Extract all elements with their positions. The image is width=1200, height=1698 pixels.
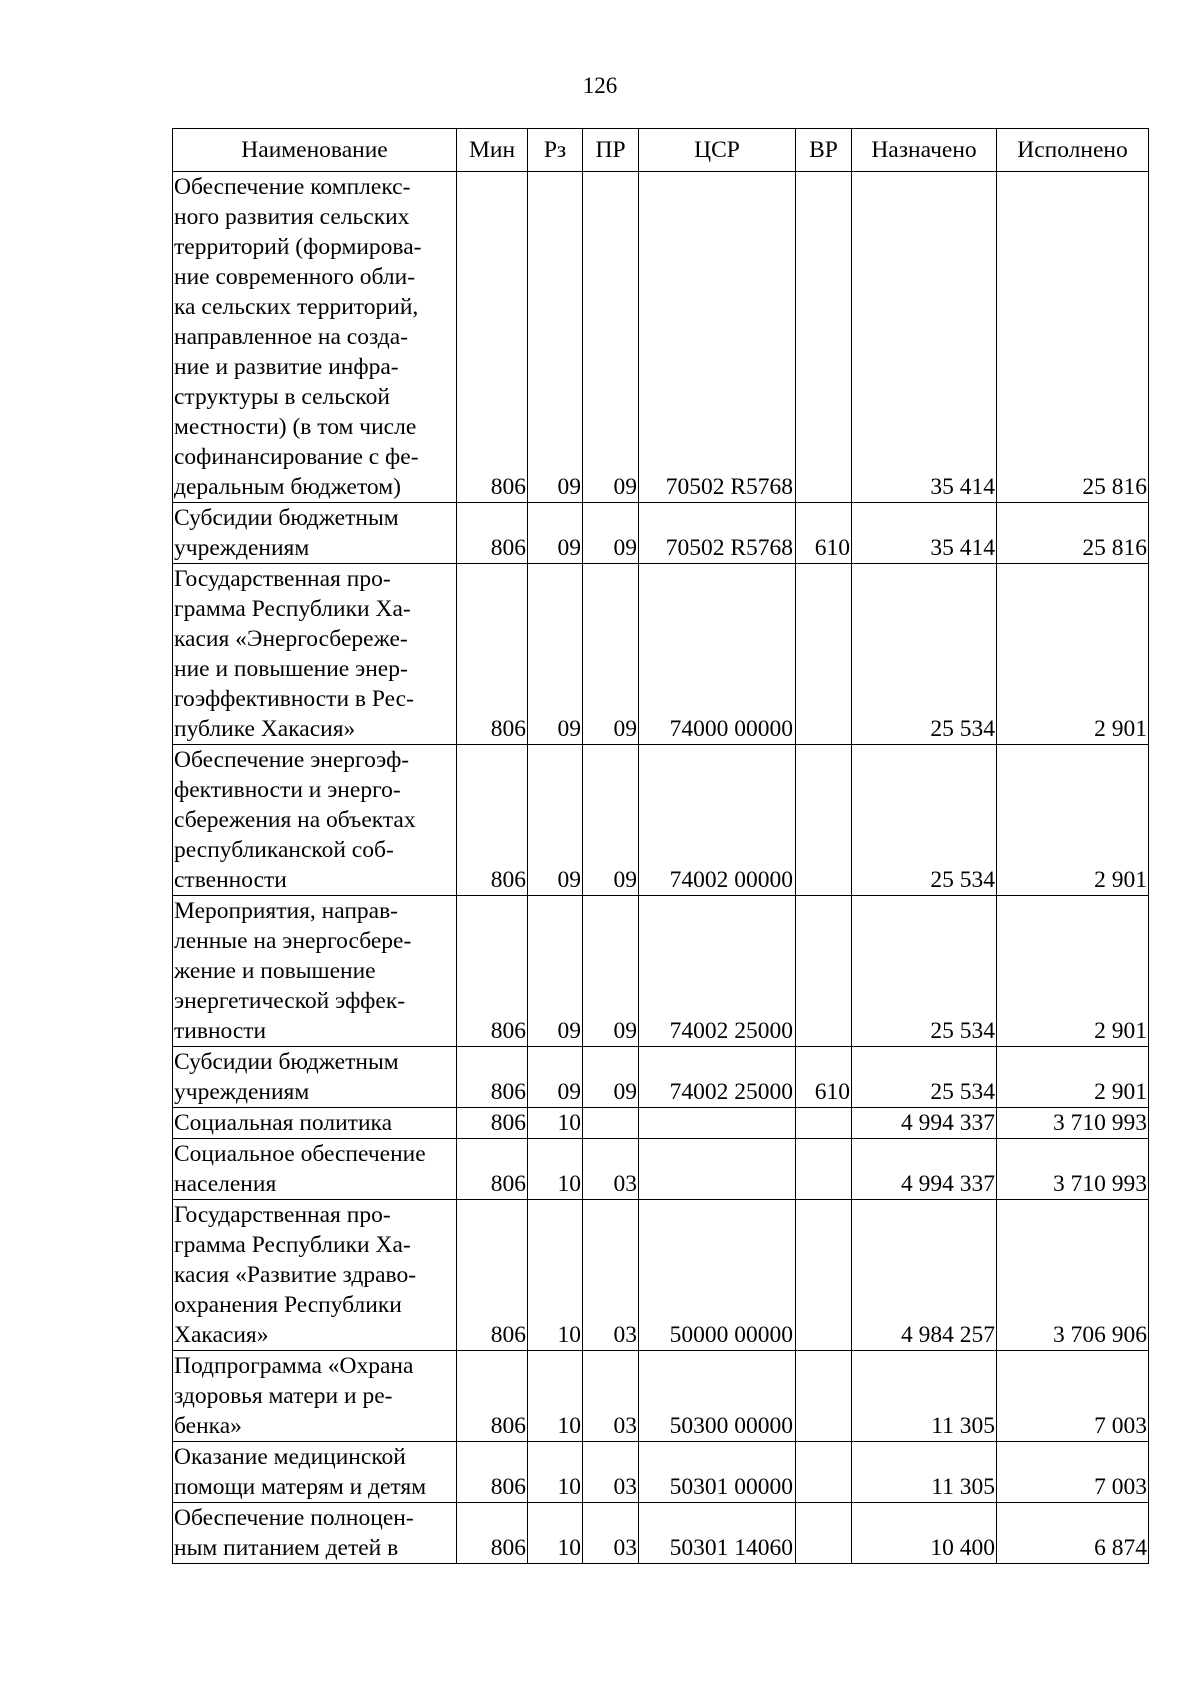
name-line: учреждениям	[174, 535, 310, 561]
name-line: софинансирование с фе-	[174, 444, 419, 470]
header-name: Наименование	[173, 129, 457, 172]
cell-name	[173, 1503, 457, 1564]
cell-assigned: 25 534	[852, 564, 997, 745]
cell-executed: 2 901	[997, 745, 1149, 896]
cell-pr	[583, 1108, 639, 1139]
cell-pr: 03	[583, 1442, 639, 1503]
name-line: касия «Развитие здраво-	[174, 1262, 417, 1288]
cell-executed: 2 901	[997, 1047, 1149, 1108]
cell-executed: 3 710 993	[997, 1139, 1149, 1200]
name-line: охранения Республики	[174, 1292, 402, 1318]
cell-min: 806	[457, 1108, 528, 1139]
cell-rz: 10	[528, 1503, 583, 1564]
table-row	[173, 172, 1149, 503]
cell-pr: 09	[583, 896, 639, 1047]
header-rz: Рз	[528, 129, 583, 172]
name-line: деральным бюджетом)	[174, 474, 401, 500]
table-body	[173, 172, 1149, 1564]
name-line: грамма Республики Ха-	[174, 1232, 411, 1258]
header-min: Мин	[457, 129, 528, 172]
name-line: Субсидии бюджетным	[174, 1049, 399, 1075]
cell-name	[173, 1442, 457, 1503]
table-row	[173, 1442, 1149, 1503]
cell-vr: 610	[796, 1047, 852, 1108]
cell-rz: 10	[528, 1108, 583, 1139]
name-line: фективности и энерго-	[174, 777, 401, 803]
cell-assigned: 11 305	[852, 1351, 997, 1442]
name-line: ка сельских территорий,	[174, 294, 419, 320]
cell-assigned: 25 534	[852, 896, 997, 1047]
cell-csr: 74000 00000	[639, 564, 796, 745]
cell-executed: 25 816	[997, 503, 1149, 564]
cell-rz: 09	[528, 564, 583, 745]
cell-assigned: 4 994 337	[852, 1139, 997, 1200]
cell-csr: 50000 00000	[639, 1200, 796, 1351]
cell-pr: 09	[583, 172, 639, 503]
cell-rz: 09	[528, 1047, 583, 1108]
name-line: грамма Республики Ха-	[174, 596, 411, 622]
cell-min: 806	[457, 1139, 528, 1200]
cell-vr	[796, 1200, 852, 1351]
budget-table	[172, 128, 1149, 1564]
cell-min: 806	[457, 896, 528, 1047]
table-row	[173, 503, 1149, 564]
cell-rz: 10	[528, 1442, 583, 1503]
cell-executed: 6 874	[997, 1503, 1149, 1564]
name-line: тивности	[174, 1018, 267, 1044]
table-row	[173, 1139, 1149, 1200]
header-pr: ПР	[583, 129, 639, 172]
name-line: учреждениям	[174, 1079, 310, 1105]
cell-csr: 70502 R5768	[639, 503, 796, 564]
cell-assigned: 10 400	[852, 1503, 997, 1564]
name-line: гоэффективности в Рес-	[174, 686, 414, 712]
cell-vr	[796, 1503, 852, 1564]
name-line: направленное на созда-	[174, 324, 409, 350]
name-line: Подпрограмма «Охрана	[174, 1353, 414, 1379]
cell-executed: 2 901	[997, 896, 1149, 1047]
cell-csr	[639, 1139, 796, 1200]
name-line: жение и повышение	[174, 958, 376, 984]
cell-name	[173, 1200, 457, 1351]
table-row	[173, 1200, 1149, 1351]
cell-min: 806	[457, 745, 528, 896]
cell-name	[173, 1108, 457, 1139]
name-line: ние и развитие инфра-	[174, 354, 399, 380]
cell-pr: 09	[583, 745, 639, 896]
cell-csr: 74002 25000	[639, 896, 796, 1047]
cell-assigned: 25 534	[852, 745, 997, 896]
name-line: Государственная про-	[174, 1202, 391, 1228]
cell-pr: 09	[583, 503, 639, 564]
name-line: местности) (в том числе	[174, 414, 417, 440]
cell-rz: 10	[528, 1351, 583, 1442]
cell-csr	[639, 1108, 796, 1139]
table-row	[173, 1503, 1149, 1564]
cell-rz: 09	[528, 503, 583, 564]
table-header-row	[173, 129, 1149, 172]
cell-min: 806	[457, 172, 528, 503]
cell-assigned: 11 305	[852, 1442, 997, 1503]
name-line: здоровья матери и ре-	[174, 1383, 393, 1409]
cell-min: 806	[457, 1442, 528, 1503]
name-line: Мероприятия, направ-	[174, 898, 399, 924]
name-line: Хакасия»	[174, 1322, 269, 1348]
name-line: сбережения на объектах	[174, 807, 416, 833]
name-line: помощи матерям и детям	[174, 1474, 427, 1500]
name-line: Государственная про-	[174, 566, 391, 592]
name-line: публике Хакасия»	[174, 716, 356, 742]
name-line: Социальная политика	[174, 1110, 393, 1136]
cell-vr: 610	[796, 503, 852, 564]
cell-name	[173, 896, 457, 1047]
name-line: бенка»	[174, 1413, 242, 1439]
table-row	[173, 1351, 1149, 1442]
name-line: населения	[174, 1171, 277, 1197]
name-line: Социальное обеспечение	[174, 1141, 426, 1167]
name-line: ние современного обли-	[174, 264, 416, 290]
cell-csr: 50300 00000	[639, 1351, 796, 1442]
cell-csr: 74002 25000	[639, 1047, 796, 1108]
cell-vr	[796, 564, 852, 745]
table-row	[173, 564, 1149, 745]
header-vr: ВР	[796, 129, 852, 172]
cell-min: 806	[457, 1200, 528, 1351]
table-row	[173, 1108, 1149, 1139]
cell-assigned: 4 984 257	[852, 1200, 997, 1351]
cell-csr: 50301 00000	[639, 1442, 796, 1503]
cell-assigned: 25 534	[852, 1047, 997, 1108]
cell-executed: 2 901	[997, 564, 1149, 745]
name-line: структуры в сельской	[174, 384, 390, 410]
cell-min: 806	[457, 1047, 528, 1108]
cell-csr: 74002 00000	[639, 745, 796, 896]
cell-executed: 3 710 993	[997, 1108, 1149, 1139]
cell-rz: 10	[528, 1200, 583, 1351]
cell-vr	[796, 1108, 852, 1139]
name-line: Обеспечение полноцен-	[174, 1505, 414, 1531]
header-assigned: Назначено	[852, 129, 997, 172]
cell-rz: 09	[528, 172, 583, 503]
name-line: ного развития сельских	[174, 204, 410, 230]
name-line: ным питанием детей в	[174, 1535, 399, 1561]
name-line: Оказание медицинской	[174, 1444, 406, 1470]
cell-min: 806	[457, 503, 528, 564]
cell-assigned: 35 414	[852, 172, 997, 503]
cell-name	[173, 745, 457, 896]
cell-vr	[796, 896, 852, 1047]
cell-pr: 03	[583, 1139, 639, 1200]
header-executed: Исполнено	[997, 129, 1149, 172]
name-line: Обеспечение энергоэф-	[174, 747, 410, 773]
cell-assigned: 35 414	[852, 503, 997, 564]
cell-executed: 7 003	[997, 1442, 1149, 1503]
cell-executed: 25 816	[997, 172, 1149, 503]
cell-csr: 50301 14060	[639, 1503, 796, 1564]
name-line: ленные на энергосбере-	[174, 928, 412, 954]
table-row	[173, 896, 1149, 1047]
header-csr: ЦСР	[639, 129, 796, 172]
name-line: Обеспечение комплекс-	[174, 174, 411, 200]
cell-name	[173, 1351, 457, 1442]
table-row	[173, 1047, 1149, 1108]
table-row	[173, 745, 1149, 896]
cell-rz: 09	[528, 896, 583, 1047]
cell-name	[173, 503, 457, 564]
name-line: ственности	[174, 867, 287, 893]
cell-executed: 7 003	[997, 1351, 1149, 1442]
cell-name	[173, 1139, 457, 1200]
name-line: ние и повышение энер-	[174, 656, 408, 682]
name-line: касия «Энергосбереже-	[174, 626, 408, 652]
cell-vr	[796, 1139, 852, 1200]
cell-min: 806	[457, 564, 528, 745]
cell-vr	[796, 172, 852, 503]
name-line: энергетической эффек-	[174, 988, 406, 1014]
cell-pr: 03	[583, 1200, 639, 1351]
cell-pr: 03	[583, 1503, 639, 1564]
cell-pr: 09	[583, 564, 639, 745]
cell-min: 806	[457, 1351, 528, 1442]
cell-rz: 10	[528, 1139, 583, 1200]
cell-rz: 09	[528, 745, 583, 896]
cell-name	[173, 564, 457, 745]
cell-vr	[796, 745, 852, 896]
cell-executed: 3 706 906	[997, 1200, 1149, 1351]
cell-csr: 70502 R5768	[639, 172, 796, 503]
cell-name	[173, 172, 457, 503]
cell-name	[173, 1047, 457, 1108]
cell-pr: 09	[583, 1047, 639, 1108]
name-line: Субсидии бюджетным	[174, 505, 399, 531]
cell-pr: 03	[583, 1351, 639, 1442]
cell-vr	[796, 1351, 852, 1442]
cell-assigned: 4 994 337	[852, 1108, 997, 1139]
name-line: территорий (формирова-	[174, 234, 422, 260]
cell-min: 806	[457, 1503, 528, 1564]
name-line: республиканской соб-	[174, 837, 394, 863]
page-number: 126	[582, 73, 618, 98]
cell-vr	[796, 1442, 852, 1503]
